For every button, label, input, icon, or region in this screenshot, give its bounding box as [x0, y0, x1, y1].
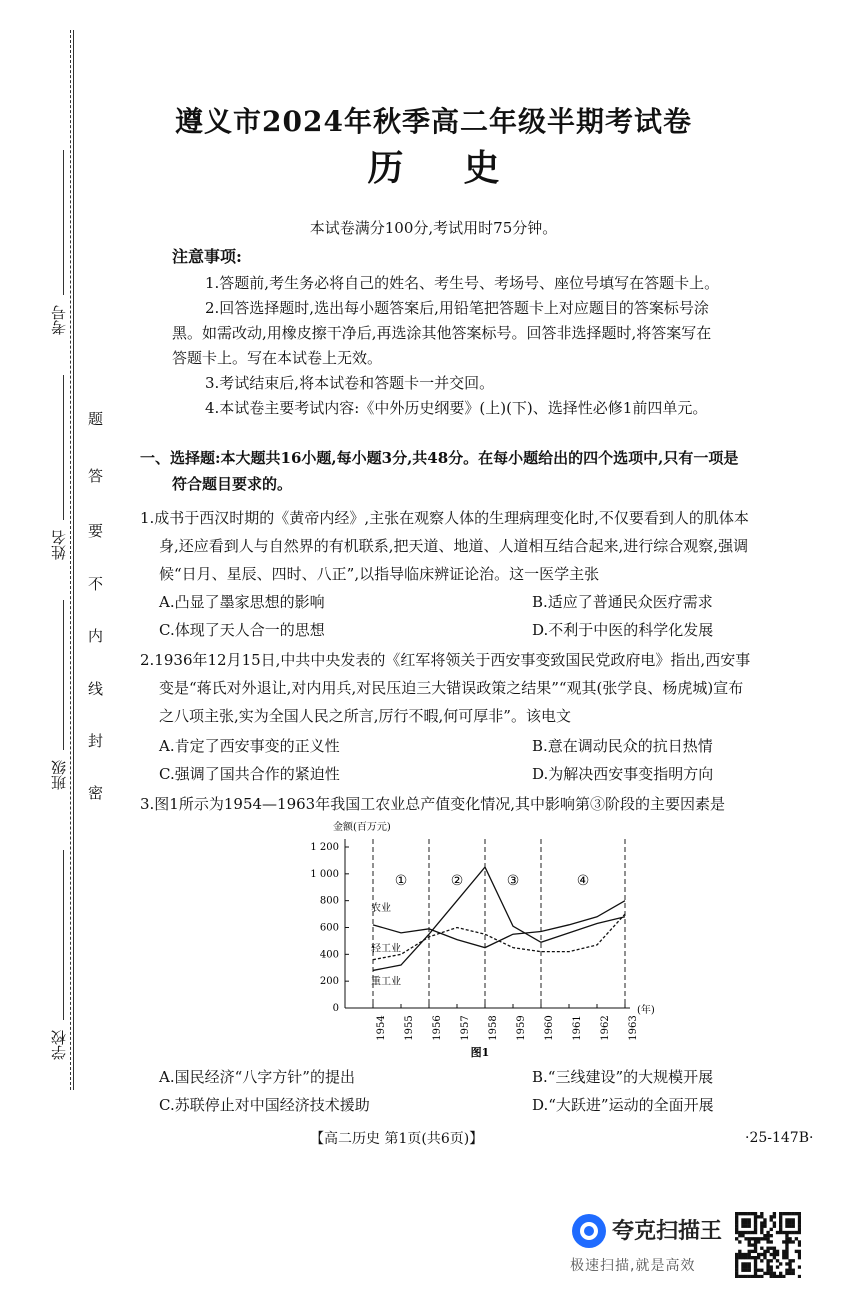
- q2-stem: 之八项主张,实为全国人民之所言,厉行不暇,何可厚非”。该电文: [159, 707, 571, 725]
- q1-stem: 身,还应看到人与自然界的有机联系,把天道、地道、人道相互结合起来,进行综合观察,强调: [159, 537, 749, 555]
- phase-label: ①: [394, 873, 408, 889]
- notice-item: 4.本试卷主要考试内容:《中外历史纲要》(上)(下)、选择性必修1前四单元。: [205, 399, 708, 417]
- q2-stem: 2.1936年12月15日,中共中央发表的《红军将领关于西安事变致国民党政府电》指出,西安事: [140, 651, 751, 669]
- series-label: 轻工业: [371, 943, 401, 955]
- y-tick-label: 800: [319, 895, 339, 907]
- exam-title: 遵义市2024年秋季高二年级半期考试卷: [175, 105, 692, 138]
- seal-char: 密: [88, 784, 104, 802]
- seal-char: 答: [88, 467, 104, 485]
- q2-stem: 变是“蒋氏对外退让,对内用兵,对民压迫三大错误政策之结果”“观其(张学良、杨虎城)宣布: [159, 679, 744, 697]
- y-tick-label: 1 200: [310, 842, 339, 853]
- class-label: 班级: [50, 760, 68, 790]
- chart-title: 图1: [470, 1046, 490, 1059]
- y-tick-label: 600: [319, 922, 339, 934]
- phase-label: ②: [450, 873, 464, 889]
- school-label: 学校: [50, 1030, 68, 1060]
- scanner-slogan: 极速扫描,就是高效: [570, 1258, 696, 1274]
- x-tick-label: 1956: [432, 1015, 443, 1041]
- x-tick-label: 1962: [600, 1015, 611, 1041]
- x-tick-label: 1958: [488, 1015, 499, 1041]
- y-tick-label: 400: [319, 949, 339, 961]
- y-tick-label: 1 000: [310, 868, 339, 880]
- exam-code: ·25-147B·: [745, 1130, 814, 1146]
- qr-code-icon: [735, 1212, 801, 1278]
- name-blank: [63, 375, 64, 520]
- q3-option-a: A.国民经济“八字方针”的提出: [159, 1068, 355, 1086]
- q3-option-b: B.“三线建设”的大规模开展: [532, 1068, 714, 1086]
- exam-info: 本试卷满分100分,考试用时75分钟。: [309, 219, 558, 237]
- series-label: 农业: [371, 902, 391, 914]
- notice-item: 2.回答选择题时,选出每小题答案后,用铅笔把答题卡上对应题目的答案标号涂: [205, 299, 709, 317]
- q3-option-d: D.“大跃进”运动的全面开展: [532, 1096, 714, 1114]
- q1-stem: 1.成书于西汉时期的《黄帝内经》,主张在观察人体的生理病理变化时,不仅要看到人的肌体本: [140, 509, 749, 527]
- seal-char: 内: [88, 627, 104, 645]
- notice-item: 1.答题前,考生务必将自己的姓名、考生号、考场号、座位号填写在答题卡上。: [205, 274, 720, 292]
- q3-option-c: C.苏联停止对中国经济技术援助: [159, 1096, 370, 1114]
- scanner-logo-icon: [572, 1214, 606, 1248]
- x-tick-label: 1963: [628, 1015, 639, 1041]
- name-label: 姓名: [50, 530, 68, 560]
- seal-char: 要: [88, 522, 104, 540]
- q2-option-a: A.肯定了西安事变的正义性: [159, 737, 340, 755]
- q3-stem: 3.图1所示为1954—1963年我国工农业总产值变化情况,其中影响第③阶段的主要因素是: [140, 795, 725, 813]
- section-heading-cont: 符合题目要求的。: [172, 475, 293, 493]
- scanner-brand: 夸克扫描王: [612, 1219, 723, 1244]
- seal-char: 封: [88, 732, 104, 750]
- notice-heading: 注意事项:: [172, 247, 242, 266]
- q1-option-c: C.体现了天人合一的思想: [159, 621, 325, 639]
- x-tick-label: 1959: [516, 1015, 527, 1041]
- x-tick-label: 1961: [572, 1015, 583, 1041]
- series-label: 重工业: [371, 976, 401, 988]
- x-tick-label: 1955: [404, 1015, 415, 1041]
- school-blank: [63, 850, 64, 1020]
- q2-option-b: B.意在调动民众的抗日热情: [532, 737, 713, 755]
- q1-stem: 候“日月、星辰、四时、八正”,以指导临床辨证论治。这一医学主张: [159, 565, 600, 583]
- phase-label: ④: [576, 873, 590, 889]
- phase-label: ③: [506, 873, 520, 889]
- q2-option-c: C.强调了国共合作的紧迫性: [159, 765, 340, 783]
- y-axis-label: 金额(百万元): [333, 822, 391, 833]
- x-tick-label: 1954: [376, 1015, 387, 1041]
- exam-no-label: 考号: [50, 305, 68, 335]
- x-tick-label: 1957: [460, 1015, 471, 1041]
- q2-option-d: D.为解决西安事变指明方向: [532, 765, 714, 783]
- section-heading: 一、选择题:本大题共16小题,每小题3分,共48分。在每小题给出的四个选项中,只有一项是: [140, 449, 739, 467]
- seal-char: 题: [88, 410, 104, 428]
- seal-char: 线: [88, 680, 104, 698]
- q1-option-a: A.凸显了墨家思想的影响: [159, 593, 325, 611]
- notice-item: 黑。如需改动,用橡皮擦干净后,再选涂其他答案标号。回答非选择题时,将答案写在: [172, 324, 712, 342]
- x-axis-label: (年): [637, 1005, 655, 1016]
- notice-item: 3.考试结束后,将本试卷和答题卡一并交回。: [205, 374, 495, 392]
- seal-char: 不: [88, 575, 104, 593]
- class-blank: [63, 600, 64, 750]
- x-tick-label: 1960: [544, 1015, 555, 1041]
- figure-1-chart: [300, 812, 680, 1060]
- page-footer: 【高二历史 第1页(共6页)】: [310, 1131, 484, 1147]
- q1-option-b: B.适应了普通民众医疗需求: [532, 593, 713, 611]
- q1-option-d: D.不利于中医的科学化发展: [532, 621, 714, 639]
- y-tick-label: 200: [319, 976, 339, 988]
- y-tick-label: 0: [332, 1003, 339, 1014]
- series-line-2: [373, 914, 625, 960]
- notice-item: 答题卡上。写在本试卷上无效。: [172, 349, 383, 367]
- subject-title: 历史: [367, 147, 560, 189]
